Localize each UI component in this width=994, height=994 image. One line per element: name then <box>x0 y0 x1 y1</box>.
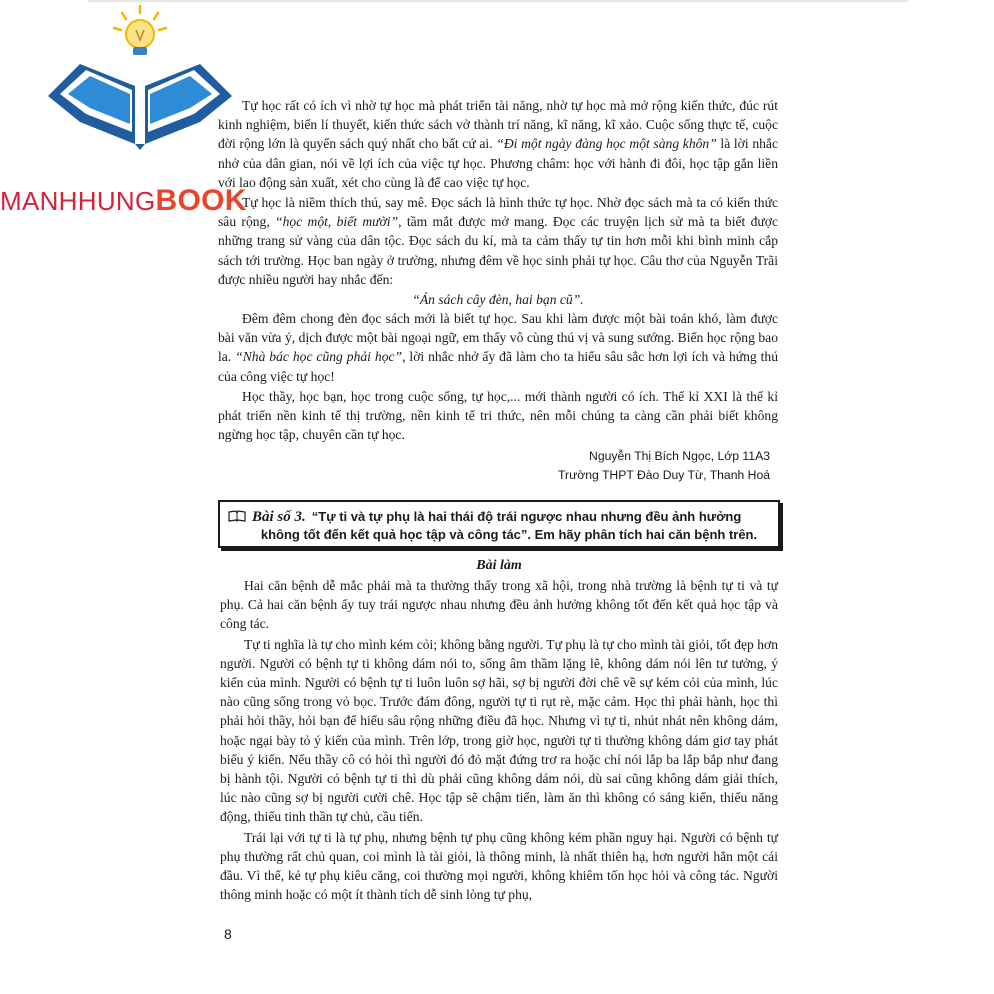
essay-2 <box>220 556 778 905</box>
top-rule <box>88 0 908 2</box>
logo-text-part2: BOOK <box>155 184 247 217</box>
page-number: 8 <box>224 926 232 942</box>
poem-quote: “Án sách cây đèn, hai bạn cũ”. <box>412 292 584 308</box>
author-name: Nguyễn Thị Bích Ngọc, Lớp 11A3 <box>589 449 770 464</box>
essay2-title: Bài làm <box>476 558 522 573</box>
essay1-paragraph-3: Đêm đêm chong đèn đọc sách mới là biết tự học. Sau khi làm được một bài toán khó, làm được bài văn vừa ý, dịch được một bài ngoại ngữ, em thấy vô cùng thú vị và sung sướng. Biển học rộng bao la. “Nhà bác học cũng phải học”, lời nhắc nhở ấy đã làm cho ta hiểu sâu sắc hơn lợi ích và hứng thú của công việc tự học! <box>218 311 779 384</box>
logo-text-part1: MANHHUNG <box>0 186 156 216</box>
open-book-lightbulb-icon <box>40 4 240 154</box>
assignment-prompt-1: “Tự ti và tự phụ là hai thái độ trái ngược nhau nhưng đều ảnh hưởng <box>311 509 742 524</box>
essay1-paragraph-1: Tự học rất có ích vì nhờ tự học mà phát triển tài năng, nhờ tự học mà mở rộng kiến thức, đúc rút kinh nghiệm, biến lí thuyết, kiến thức sách vở thành trí năng, kĩ năng, kĩ xảo. Cuộc sống thực tế, cuộc đời rộng lớn là quyển sách quý nhất cho bất cứ ai. “Đi một ngày đàng học một sàng khôn” là lời nhắc nhở của dân gian, nói về lợi ích của việc tự học. Phương châm: học với hành đi đôi, học tập gắn liền với lao động sản xuất, xét cho cùng là để cao việc tự học. <box>218 98 778 190</box>
logo-wordmark <box>0 184 247 218</box>
essay2-paragraph-3: Trái lại với tự ti là tự phụ, nhưng bệnh tự phụ cũng không kém phần nguy hại. Người có bệnh tự phụ thường rất chủ quan, coi mình là tài giỏi, là thông minh, là nhất thiên hạ, hơn người hẳn một cái đầu. Vì thế, kẻ tự phụ kiêu căng, coi thường mọi người, không khiêm tốn học hỏi và công tác. Người thông minh hoặc có một ít thành tích dễ sinh lòng tự phụ, <box>220 829 778 903</box>
author-school: Trường THPT Đào Duy Từ, Thanh Hoá <box>558 468 770 483</box>
essay1-paragraph-4: Học thầy, học bạn, học trong cuộc sống, tự học,... mới thành người có ích. Thế kỉ XXI là thế kỉ phát triển nền kinh tế thị trường, nền kinh tế tri thức, nên mỗi chúng ta càng cần phải biết không ngừng học tập, chuyên cần tự học. <box>218 388 778 443</box>
assignment-line-1 <box>228 508 770 526</box>
essay2-paragraph-1: Hai căn bệnh dễ mắc phải mà ta thường thấy trong xã hội, trong nhà trường là bệnh tự ti và tự phụ. Cả hai căn bệnh ấy tuy trái ngược nhau nhưng đều ảnh hưởng không tốt đến kết quả học tập và công tác. <box>220 578 778 632</box>
assignment-box <box>218 500 780 548</box>
assignment-prompt-2: không tốt đến kết quả học tập và công tác”. Em hãy phân tích hai căn bệnh trên. <box>260 527 758 542</box>
essay2-paragraph-2: Tự ti nghĩa là tự cho mình kém cỏi; không bằng người. Tự phụ là tự cho mình tài giỏi, tốt đẹp hơn người. Người có bệnh tự ti không dám nói to, sống âm thầm lặng lẽ, không dám nói lên tư tưởng, ý kiến của mình. Người có bệnh tự ti luôn luôn sợ hãi, sợ bị người đời chê về sự kém cỏi của mình, lúc nào cũng sống trong vỏ bọc. Trước đám đông, người tự ti rụt rè, mặc cảm. Học thì phải hành, học thì phải hỏi thầy, hỏi bạn để hiểu sâu rộng những điều đã học. Nhưng vì tự ti, nhút nhát nên không dám, hoặc ngại bày tỏ ý kiến của mình. Trên lớp, trong giờ học, người tự ti thường không dám giơ tay phát biểu ý kiến. Nếu thầy cô có hỏi thì người đó đỏ mặt đứng trơ ra hoặc chỉ nói lắp ba lắp bắp như đang bị hành tội. Người có bệnh tự ti thì dù phải cũng không dám nói, dù sai cũng không dám giải thích, lúc nào cũng sợ bị người cười chê. Học tập sẽ chậm tiến, làm ăn thì không có sáng kiến, thiếu năng động, thiếu tinh thần tự chủ, cầu tiến. <box>220 636 778 825</box>
book-icon <box>228 510 246 522</box>
assignment-label: Bài số 3. <box>252 509 306 525</box>
essay1-paragraph-2: Tự học là niềm thích thú, say mê. Đọc sách là hình thức tự học. Nhờ đọc sách mà ta có kiến thức sâu rộng, “học một, biết mười”, tầm mắt được mở mang. Đọc các truyện lịch sử mà ta biết được những trang sử vàng của dân tộc. Đọc sách du kí, mà ta cảm thấy tự tin hơn mỗi khi bình minh cắp sách tới trường. Học ban ngày ở trường, nhưng đêm về học sinh phải tự học. Câu thơ của Nguyễn Trãi được nhiều người hay nhắc đến: <box>218 195 778 287</box>
essay-1 <box>218 96 778 485</box>
